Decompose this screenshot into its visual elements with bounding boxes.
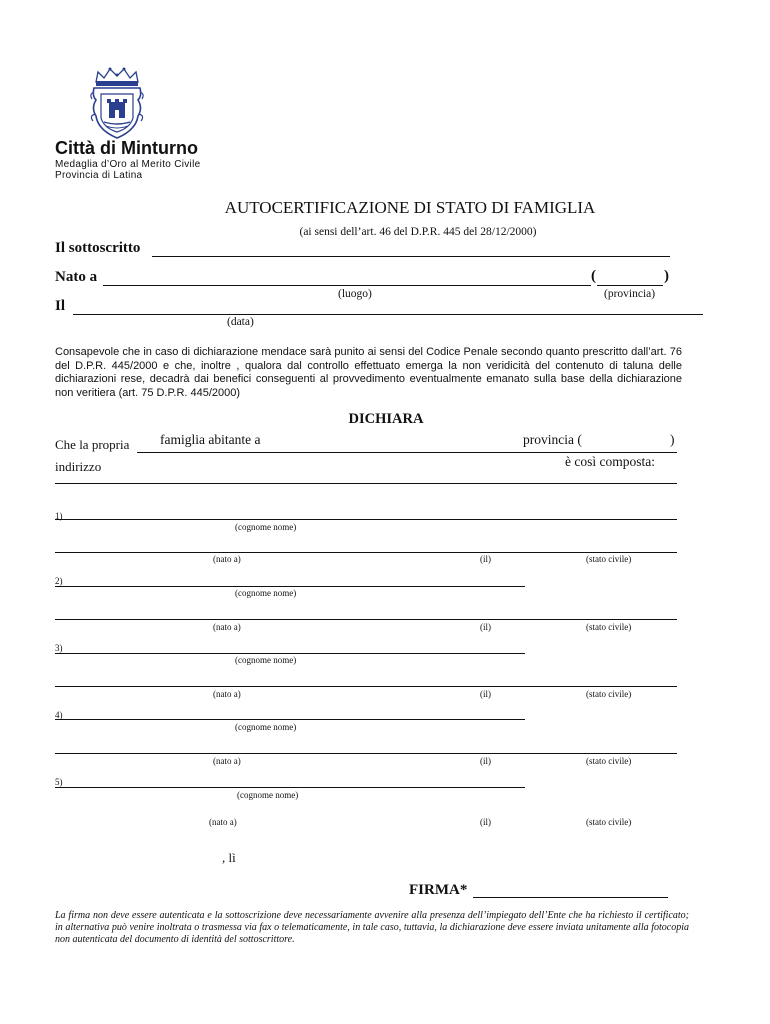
provincia-field[interactable] bbox=[597, 285, 663, 286]
provincia-open-paren: ( bbox=[591, 268, 596, 284]
member-number: 1) bbox=[55, 511, 63, 521]
member-cognome-field[interactable] bbox=[55, 586, 525, 587]
member-cognome-field[interactable] bbox=[55, 653, 525, 654]
member-il-caption: (il) bbox=[480, 622, 491, 632]
nato-a-label: Nato a bbox=[55, 269, 98, 285]
place-date-label: , lì bbox=[222, 850, 236, 865]
member-il-caption: (il) bbox=[480, 554, 491, 564]
member-stato-caption: (stato civile) bbox=[586, 756, 632, 766]
famiglia-abitante-label: famiglia abitante a bbox=[160, 432, 261, 447]
provincia-close-paren: ) bbox=[664, 268, 669, 284]
member-stato-caption: (stato civile) bbox=[586, 554, 632, 564]
member-number: 4) bbox=[55, 710, 63, 720]
member-stato-caption: (stato civile) bbox=[586, 689, 632, 699]
firma-label: FIRMA* bbox=[409, 882, 468, 898]
member-number: 3) bbox=[55, 643, 63, 653]
member-nato-caption: (nato a) bbox=[209, 817, 237, 827]
member-il-caption: (il) bbox=[480, 756, 491, 766]
member-details-field[interactable] bbox=[55, 753, 677, 754]
city-coat-of-arms bbox=[88, 66, 146, 142]
composta-label: è così composta: bbox=[565, 454, 655, 469]
sottoscritto-label: Il sottoscritto bbox=[55, 240, 141, 256]
nato-a-field[interactable] bbox=[103, 285, 591, 286]
member-cognome-caption: (cognome nome) bbox=[235, 522, 297, 532]
city-name: Città di Minturno bbox=[55, 138, 198, 158]
member-il-caption: (il) bbox=[480, 817, 491, 827]
member-nato-caption: (nato a) bbox=[213, 622, 241, 632]
sottoscritto-field[interactable] bbox=[152, 256, 670, 257]
dichiara-heading: DICHIARA bbox=[348, 411, 424, 427]
member-cognome-caption: (cognome nome) bbox=[235, 655, 297, 665]
member-cognome-caption: (cognome nome) bbox=[235, 588, 297, 598]
member-details-field[interactable] bbox=[55, 686, 677, 687]
form-title: AUTOCERTIFICAZIONE DI STATO DI FAMIGLIA bbox=[224, 198, 596, 217]
provincia-caption: (provincia) bbox=[604, 288, 656, 300]
member-nato-caption: (nato a) bbox=[213, 756, 241, 766]
member-stato-caption: (stato civile) bbox=[586, 622, 632, 632]
luogo-caption: (luogo) bbox=[338, 288, 372, 300]
provincia-family-open: provincia ( bbox=[523, 432, 582, 447]
data-field[interactable] bbox=[73, 314, 703, 315]
member-cognome-field[interactable] bbox=[55, 719, 525, 720]
member-cognome-caption: (cognome nome) bbox=[237, 790, 299, 800]
member-number: 2) bbox=[55, 576, 63, 586]
che-la-propria-label: Che la propria bbox=[55, 437, 130, 452]
famiglia-field[interactable] bbox=[137, 452, 677, 453]
data-caption: (data) bbox=[227, 316, 254, 328]
footnote: La firma non deve essere autenticata e la sottoscrizione deve necessariamente avvenire alla presenza dell’impiegato dell’Ente che ha richiesto il certificato; in alternativa può venire inoltrata o trasmessa via fax o telematicamente, in tale caso, tuttavia, la dichiarazione deve essere inviata unitamente alla fotocopia non autenticata del documento di identità del sottoscrittore. bbox=[55, 910, 689, 945]
city-province: Provincia di Latina bbox=[55, 170, 143, 181]
provincia-family-close: ) bbox=[670, 432, 675, 447]
member-nato-caption: (nato a) bbox=[213, 554, 241, 564]
member-details-field[interactable] bbox=[55, 619, 677, 620]
il-label: Il bbox=[55, 298, 66, 314]
member-stato-caption: (stato civile) bbox=[586, 817, 632, 827]
member-number: 5) bbox=[55, 777, 63, 787]
indirizzo-label: indirizzo bbox=[55, 459, 102, 474]
indirizzo-field[interactable] bbox=[55, 483, 677, 484]
city-medal: Medaglia d’Oro al Merito Civile bbox=[55, 159, 201, 170]
form-subtitle: (ai sensi dell’art. 46 del D.P.R. 445 del 28/12/2000) bbox=[299, 226, 537, 238]
member-cognome-field[interactable] bbox=[55, 519, 677, 520]
firma-field[interactable] bbox=[473, 897, 668, 898]
member-il-caption: (il) bbox=[480, 689, 491, 699]
consapevole-paragraph: Consapevole che in caso di dichiarazione mendace sarà punito ai sensi del Codice Penale secondo quanto prescritto dall’art. 76 del D.P.R. 445/2000 e che, inoltre , qualora dal controllo effettuato emerga la non veridicità del contenuto di taluna delle dichiarazioni rese, decadrà dai benefici conseguenti al provvedimento eventualmente emanato sulla base della dichiarazione non veritiera (art. 75 D.P.R. 445/2000) bbox=[55, 346, 682, 399]
member-cognome-field[interactable] bbox=[55, 787, 525, 788]
member-details-field[interactable] bbox=[55, 552, 677, 553]
member-cognome-caption: (cognome nome) bbox=[235, 722, 297, 732]
member-nato-caption: (nato a) bbox=[213, 689, 241, 699]
